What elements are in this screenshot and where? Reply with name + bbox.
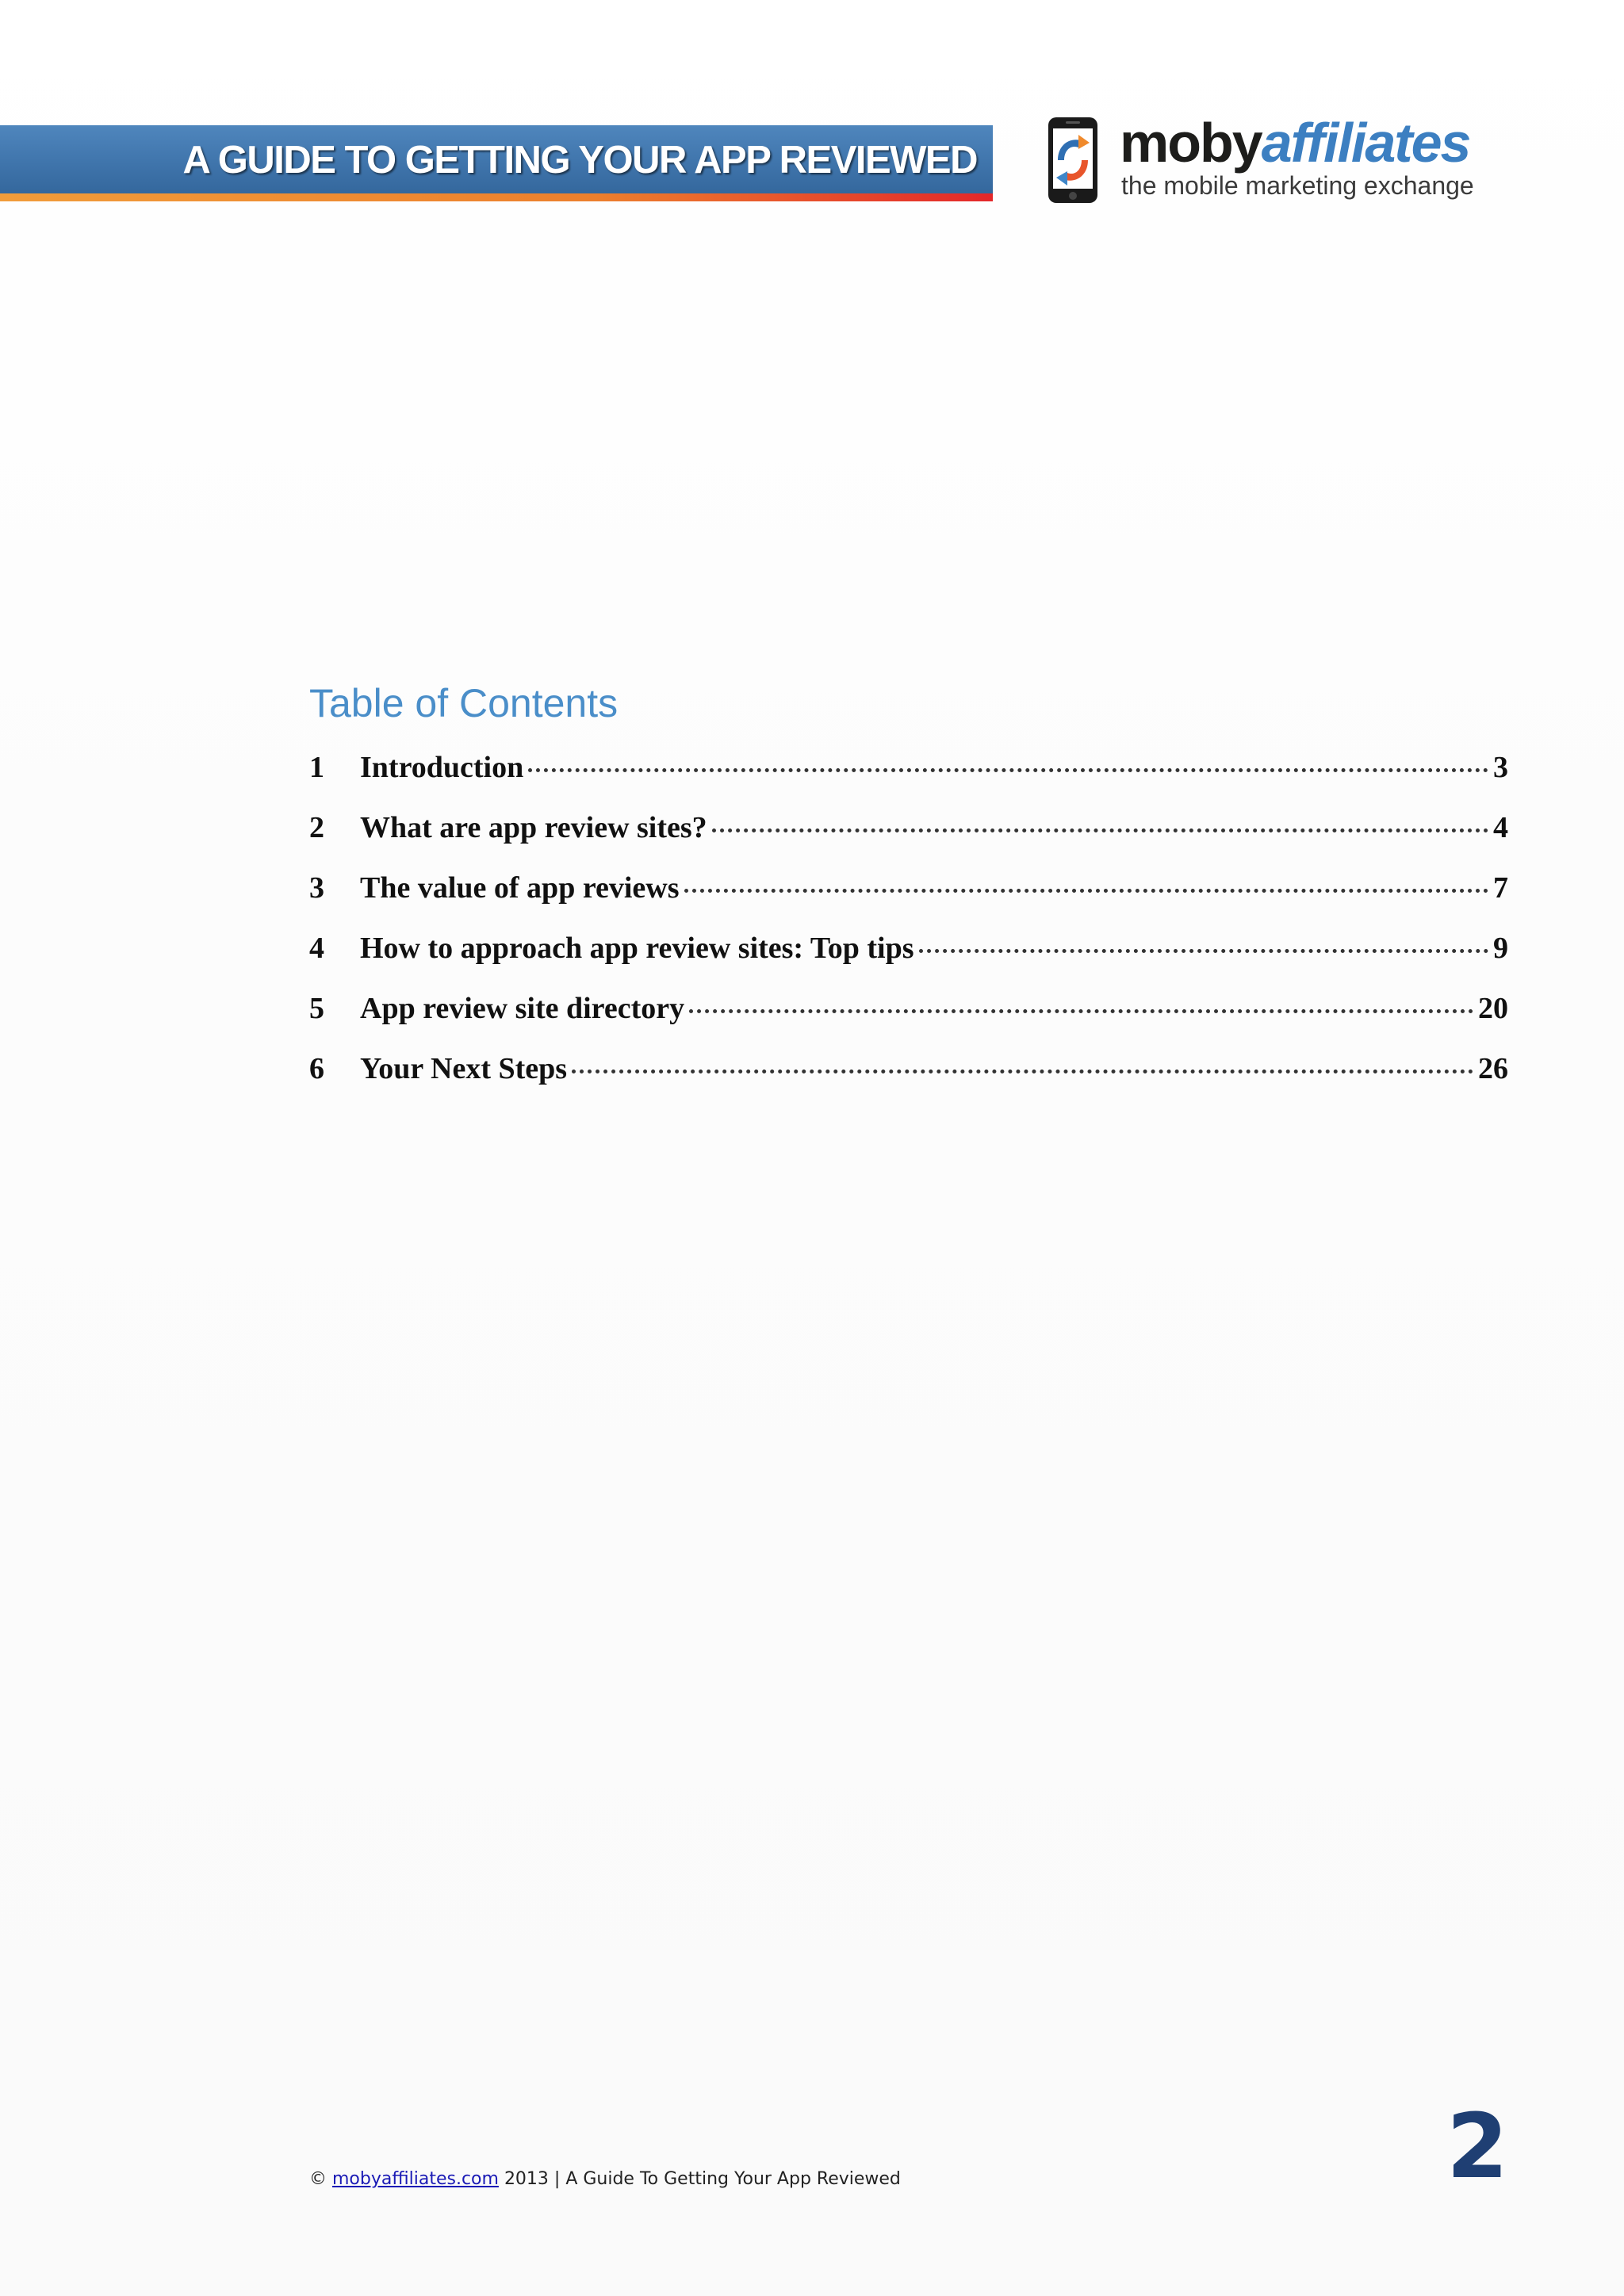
toc-entry-page: 3 — [1493, 751, 1508, 784]
toc-entry-number: 4 — [309, 932, 324, 965]
toc-list — [309, 750, 1508, 1112]
toc-entry-title: Your Next Steps — [360, 1052, 568, 1085]
toc-entry-title: The value of app reviews — [360, 871, 680, 905]
toc-entry-title: How to approach app review sites: Top tips — [360, 932, 914, 965]
logo-wordmark-moby: moby — [1120, 112, 1262, 174]
toc-entry-site-directory[interactable] — [309, 991, 1508, 1051]
toc-entry-top-tips[interactable] — [309, 931, 1508, 991]
logo-wordmark-affiliates: affiliates — [1261, 112, 1470, 174]
toc-heading: Table of Contents — [309, 681, 619, 725]
banner-title: A GUIDE TO GETTING YOUR APP REVIEWED — [182, 139, 977, 182]
banner-accent-stripe — [0, 193, 993, 201]
toc-dot-leader — [572, 1070, 1473, 1073]
footer-site-link[interactable]: mobyaffiliates.com — [332, 2169, 499, 2189]
footer-text: 2013 | A Guide To Getting Your App Reviewed — [504, 2169, 901, 2189]
toc-entry-page: 7 — [1493, 871, 1508, 905]
toc-entry-number: 2 — [309, 811, 324, 844]
toc-entry-title: Introduction — [360, 751, 524, 784]
toc-entry-next-steps[interactable] — [309, 1051, 1508, 1112]
phone-logo-icon — [1047, 116, 1099, 205]
toc-entry-title: App review site directory — [360, 992, 685, 1025]
toc-entry-value-of-app-reviews[interactable] — [309, 871, 1508, 931]
toc-dot-leader — [689, 1009, 1473, 1013]
toc-dot-leader — [712, 828, 1488, 832]
page-footer — [309, 2169, 901, 2189]
copyright-symbol: © — [309, 2169, 327, 2189]
toc-entry-number: 6 — [309, 1052, 324, 1085]
page-number: 2 — [1446, 2095, 1508, 2198]
toc-entry-page: 9 — [1493, 932, 1508, 965]
toc-entry-number: 3 — [309, 871, 324, 905]
toc-entry-title: What are app review sites? — [360, 811, 707, 844]
header-banner — [0, 125, 993, 197]
toc-entry-page: 4 — [1493, 811, 1508, 844]
toc-entry-number: 1 — [309, 751, 324, 784]
toc-dot-leader — [528, 768, 1488, 772]
logo-wordmark — [1120, 111, 1469, 174]
toc-entry-introduction[interactable] — [309, 750, 1508, 810]
toc-dot-leader — [684, 889, 1488, 893]
toc-entry-page: 20 — [1478, 992, 1508, 1025]
mobyaffiliates-logo — [1047, 111, 1522, 214]
toc-entry-number: 5 — [309, 992, 324, 1025]
toc-entry-what-are-app-review-sites[interactable] — [309, 810, 1508, 871]
toc-dot-leader — [919, 949, 1488, 953]
toc-entry-page: 26 — [1478, 1052, 1508, 1085]
logo-tagline: the mobile marketing exchange — [1121, 171, 1474, 200]
